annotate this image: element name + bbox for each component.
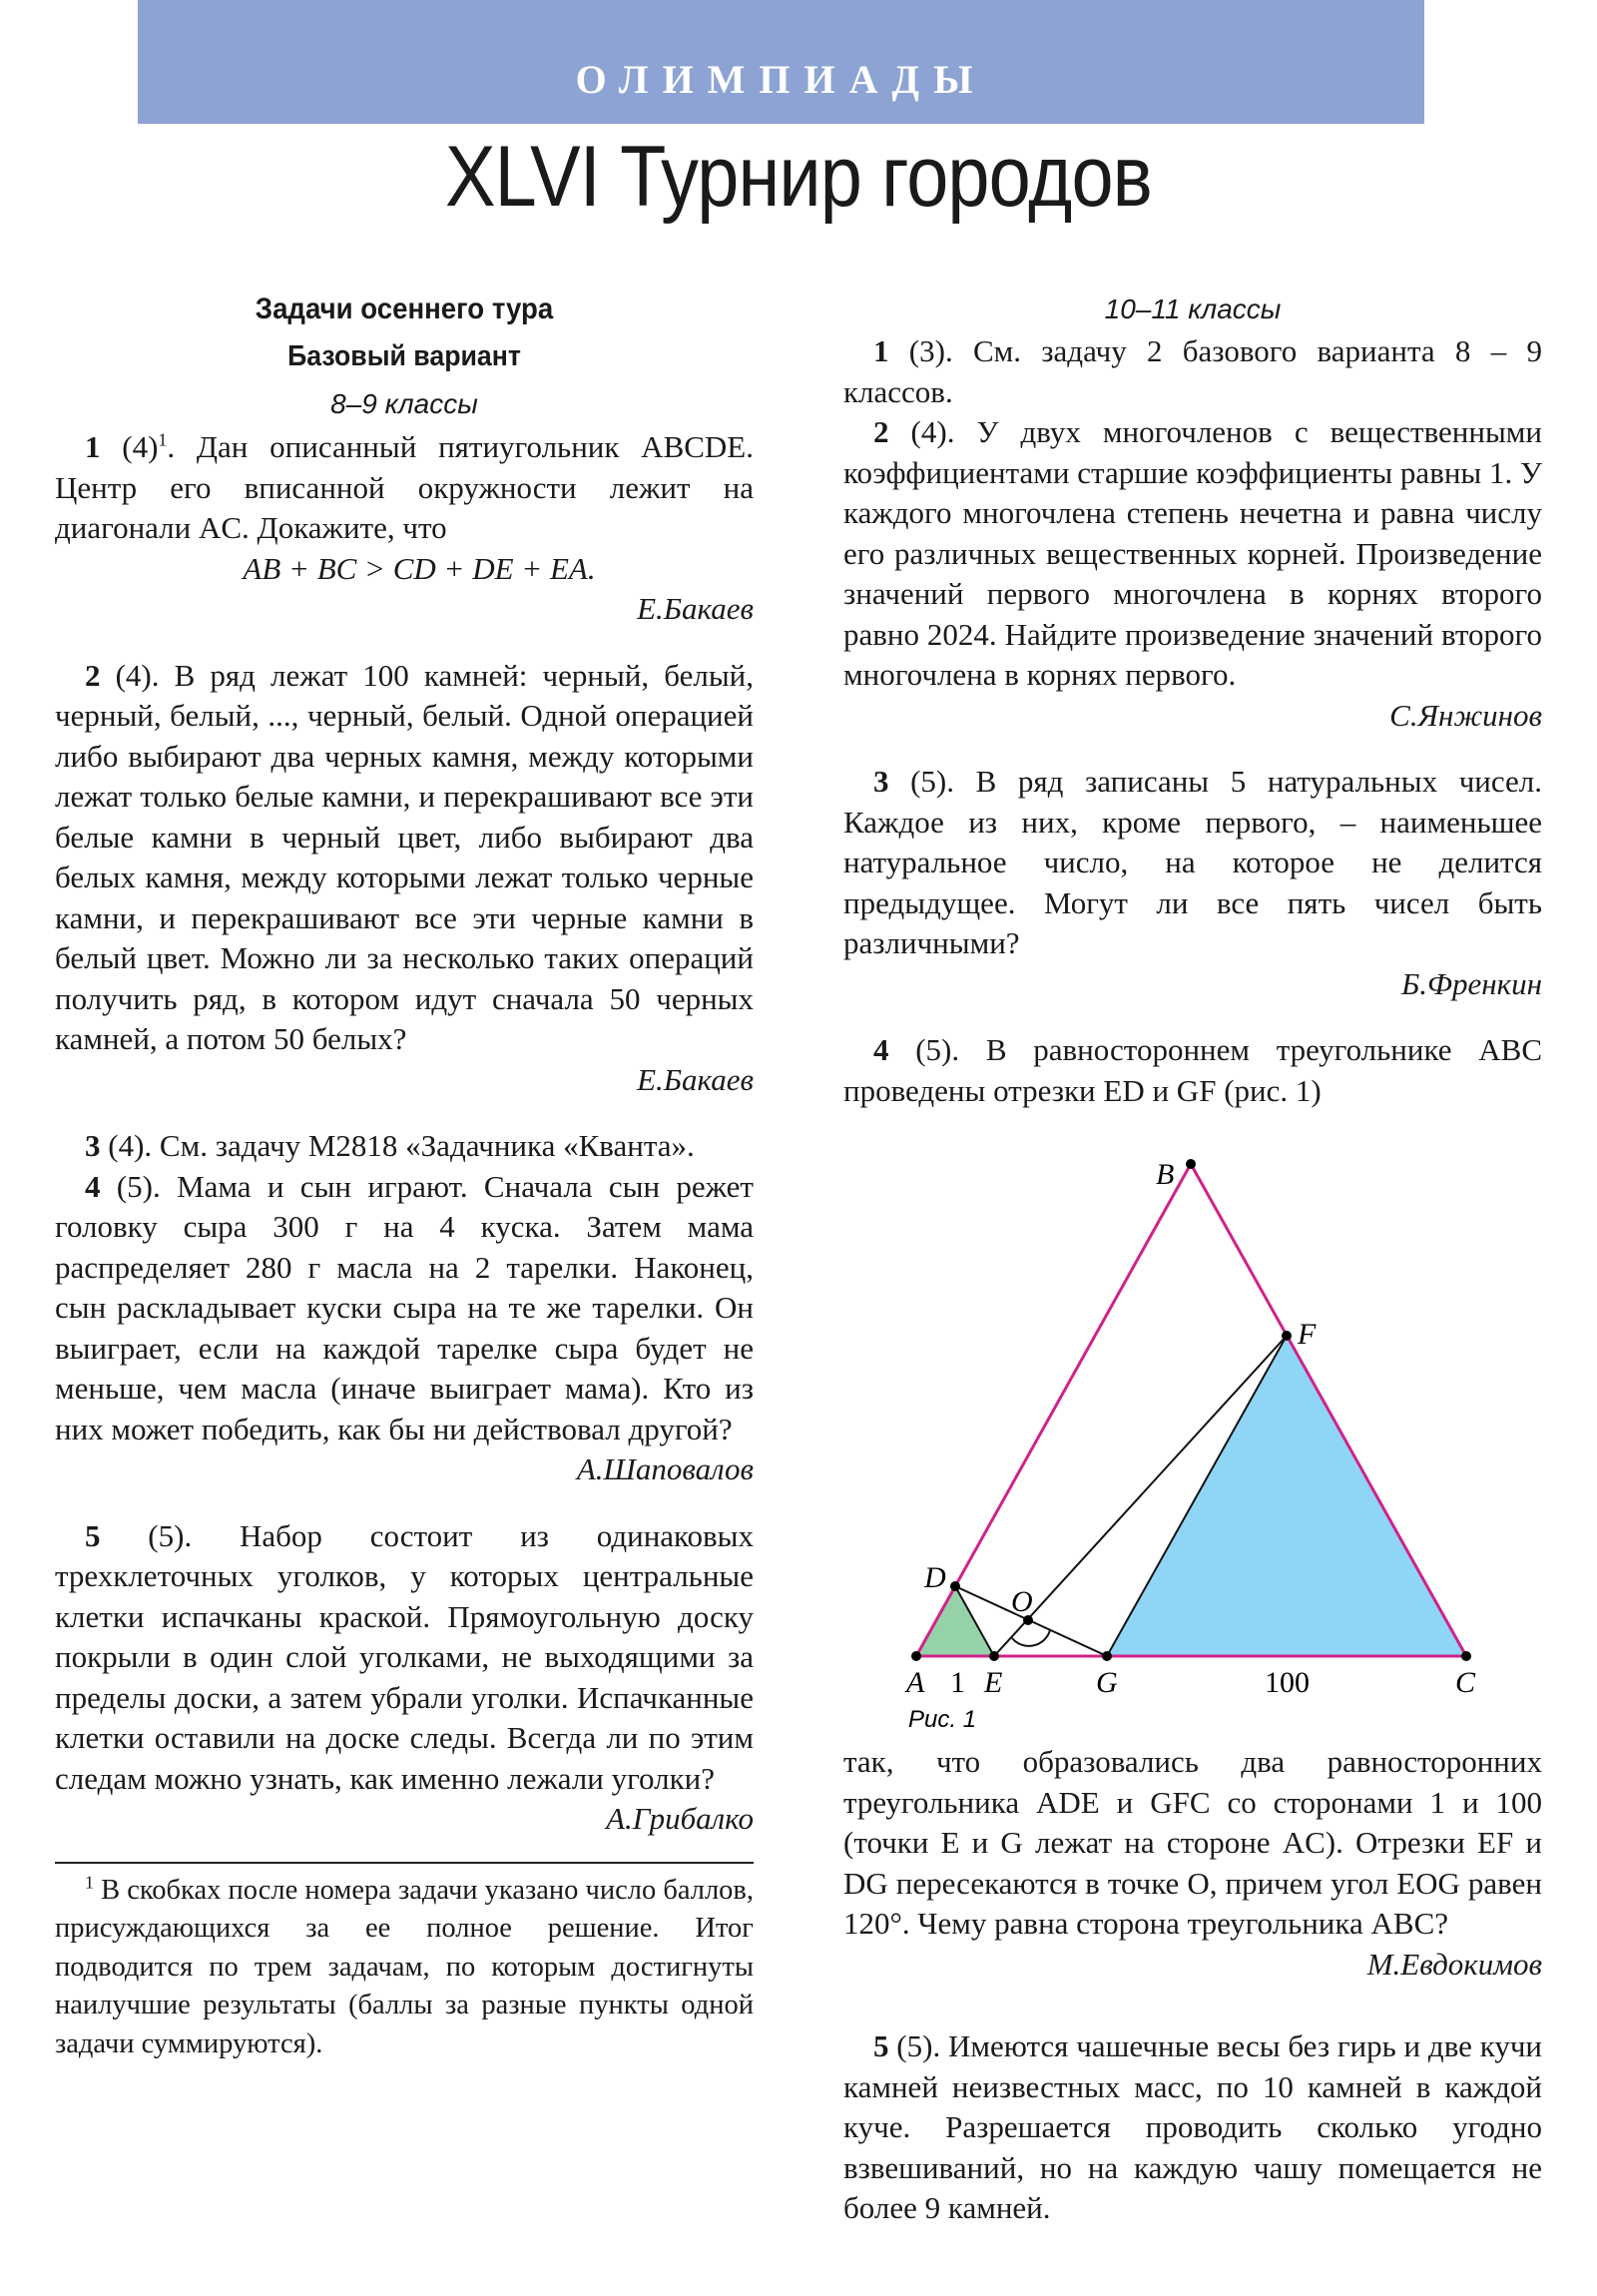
problem-number: 1	[85, 429, 101, 464]
problem-points: (3)	[888, 333, 945, 368]
problem-number: 5	[873, 2028, 889, 2063]
problem-points: (5)	[100, 1517, 185, 1553]
problem-author: Е.Бакаев	[637, 1061, 754, 1097]
label-c: C	[1455, 1666, 1476, 1699]
problem-number: 2	[873, 414, 889, 449]
variant-heading: Базовый вариант	[287, 340, 521, 372]
problem-number: 3	[85, 1128, 101, 1163]
section-label: ОЛИМПИАДЫ	[575, 57, 987, 102]
problem-points: (4)	[100, 1128, 145, 1163]
problem-points: (4)	[100, 657, 152, 693]
label-f: F	[1298, 1318, 1317, 1351]
label-g: G	[1096, 1666, 1118, 1699]
problem-author: Б.Френкин	[1401, 965, 1542, 1001]
problem	[843, 2026, 1542, 2229]
problem	[843, 762, 1542, 964]
problem-text: . См. задачу М2818 «Задачника «Кванта».	[144, 1128, 695, 1163]
label-b: B	[1156, 1158, 1175, 1191]
point-b	[1186, 1159, 1196, 1169]
triangle-gfc-fill	[1107, 1336, 1466, 1656]
problem-points: (5)	[888, 1032, 952, 1067]
problem-text: . Набор состоит из одинаковых трехклеточных уголков, у которых центральные клетки испачканы краской. Прямоугольную доску покрыли в один слой уголками, не выходящими за пределы доски, а затем убрали уголки. Испачканные клетки оставили на доске следы. Всегда ли по этим следам можно узнать, как именно лежали уголки?	[55, 1517, 754, 1796]
problem-text: . В ряд лежат 100 камней: черный, белый, черный, белый, ..., черный, белый. Одной операцией либо выбирают два черных камня, между которыми лежат только белые камни, и перекрашивают все эти белые камни в черный цвет, либо выбирают два белых камня, между которыми лежат только черные камни, и перекрашивают все эти черные камни в белый цвет. Можно ли за несколько таких операций получить ряд, в котором идут сначала 50 черных камней, а потом 50 белых?	[55, 657, 755, 1056]
problem	[55, 1167, 754, 1450]
problem	[55, 427, 754, 549]
point-f	[1282, 1331, 1292, 1341]
section-heading: Задачи осеннего тура	[255, 292, 554, 325]
triangle-ade-fill	[916, 1586, 994, 1656]
point-a	[911, 1651, 921, 1661]
problem	[55, 1126, 754, 1167]
problem-text: . Дан описанный пятиугольник ABCDE. Центр его вписанной окружности лежит на диагонали AC. Докажите, что	[55, 429, 754, 545]
footnote	[55, 1872, 754, 2064]
point-d	[950, 1581, 960, 1591]
footnote-divider	[55, 1862, 754, 1864]
problem-text: . Имеются чашечные весы без гирь и две кучи камней неизвестных масс, по 10 камней в каждой куче. Разрешается проводить сколько угодно взвешиваний, но на каждую чашу помещается не более 9 камней.	[843, 2028, 1543, 2225]
problem-author: М.Евдокимов	[1366, 1946, 1542, 1982]
problem-points: (5)	[888, 764, 947, 799]
problem-number: 1	[873, 333, 889, 368]
problem	[55, 1516, 754, 1800]
right-column-continued	[843, 1742, 1542, 1985]
right-column	[843, 287, 1542, 1111]
problem-points: (5)	[100, 1168, 153, 1204]
problem	[843, 412, 1542, 696]
problem	[843, 1030, 1542, 1111]
problem-author: А.Грибалко	[606, 1801, 754, 1836]
point-e	[989, 1651, 999, 1661]
label-side-1: 1	[950, 1666, 965, 1699]
point-g	[1102, 1651, 1112, 1661]
label-side-100: 100	[1265, 1666, 1310, 1699]
grade-heading: 10–11 классы	[1104, 293, 1282, 324]
problem-text: . В равностороннем треугольнике ABC проведены отрезки ED и GF (рис. 1)	[843, 1032, 1542, 1108]
label-e: E	[984, 1666, 1003, 1699]
problem-author: Е.Бакаев	[637, 591, 754, 626]
problem-continuation: так, что образовались два равносторонних треугольника ADE и GFC со сторонами 1 и 100 (точки E и G лежат на стороне AC). Отрезки EF и DG пересекаются в точке O, причем угол EOG равен 120°. Чему равна сторона треугольника ABC?	[843, 1744, 1542, 1941]
label-o: O	[1011, 1585, 1033, 1618]
problem-text: . Мама и сын играют. Сначала сын режет головку сыра 300 г на 4 куска. Затем мама распределяет 280 г масла на 2 тарелки. Наконец, сын раскладывает куски сыра на те же тарелки. Он выиграет, если на каждой тарелке сыра будет не меньше, чем масла (иначе выиграет мама). Кто из них может победить, как бы ни действовал другой?	[55, 1168, 754, 1446]
problem-number: 4	[873, 1032, 889, 1067]
problem-number: 5	[85, 1517, 101, 1553]
problem-points: (5)	[888, 2028, 933, 2063]
formula: AB + BC > CD + DE + EA.	[243, 550, 596, 586]
problem-number: 3	[873, 764, 889, 799]
angle-eog-arc	[1012, 1630, 1050, 1646]
problem-number: 4	[85, 1168, 101, 1204]
footnote-text: В скобках после номера задачи указано число баллов, присуждающихся за ее полное решение. Итог подводится по трем задачам, по которым достигнуты наилучшие результаты (баллы за разные пункты одной задачи суммируются).	[55, 1874, 755, 2059]
problem-points: (4)	[100, 429, 159, 464]
label-d: D	[924, 1561, 946, 1594]
problem-author: А.Шаповалов	[576, 1451, 754, 1486]
footnote-ref: 1	[158, 429, 168, 450]
point-c	[1461, 1651, 1471, 1661]
right-column-bottom	[843, 2026, 1542, 2229]
footnote-mark: 1	[85, 1872, 94, 1892]
figure-triangle-abc	[878, 1138, 1497, 1737]
problem	[843, 331, 1542, 412]
problem-text: . В ряд записаны 5 натуральных чисел. Каждое из них, кроме первого, – наименьшее натуральное число, на которое не делится предыдущее. Могут ли все пять чисел быть различными?	[843, 764, 1542, 960]
left-column	[55, 287, 754, 2063]
grade-heading: 8–9 классы	[330, 388, 478, 419]
label-a: A	[906, 1666, 925, 1699]
section-banner	[138, 0, 1424, 124]
problem-text: . См. задачу 2 базового варианта 8 – 9 классов.	[843, 333, 1542, 409]
problem-author: С.Янжинов	[1389, 697, 1542, 733]
problem-text: . У двух многочленов с вещественными коэффициентами старшие коэффициенты равны 1. У каждого многочлена степень нечетна и равна числу его различных вещественных корней. Произведение значений первого многочлена в корнях второго равно 2024. Найдите произведение значений второго многочлена в корнях первого.	[843, 414, 1542, 692]
problem-number: 2	[85, 657, 101, 693]
page-title: XLVI Турнир городов	[444, 129, 1153, 225]
problem	[55, 656, 754, 1060]
figure-caption: Рис. 1	[908, 1706, 977, 1733]
problem-points: (4)	[888, 414, 947, 449]
